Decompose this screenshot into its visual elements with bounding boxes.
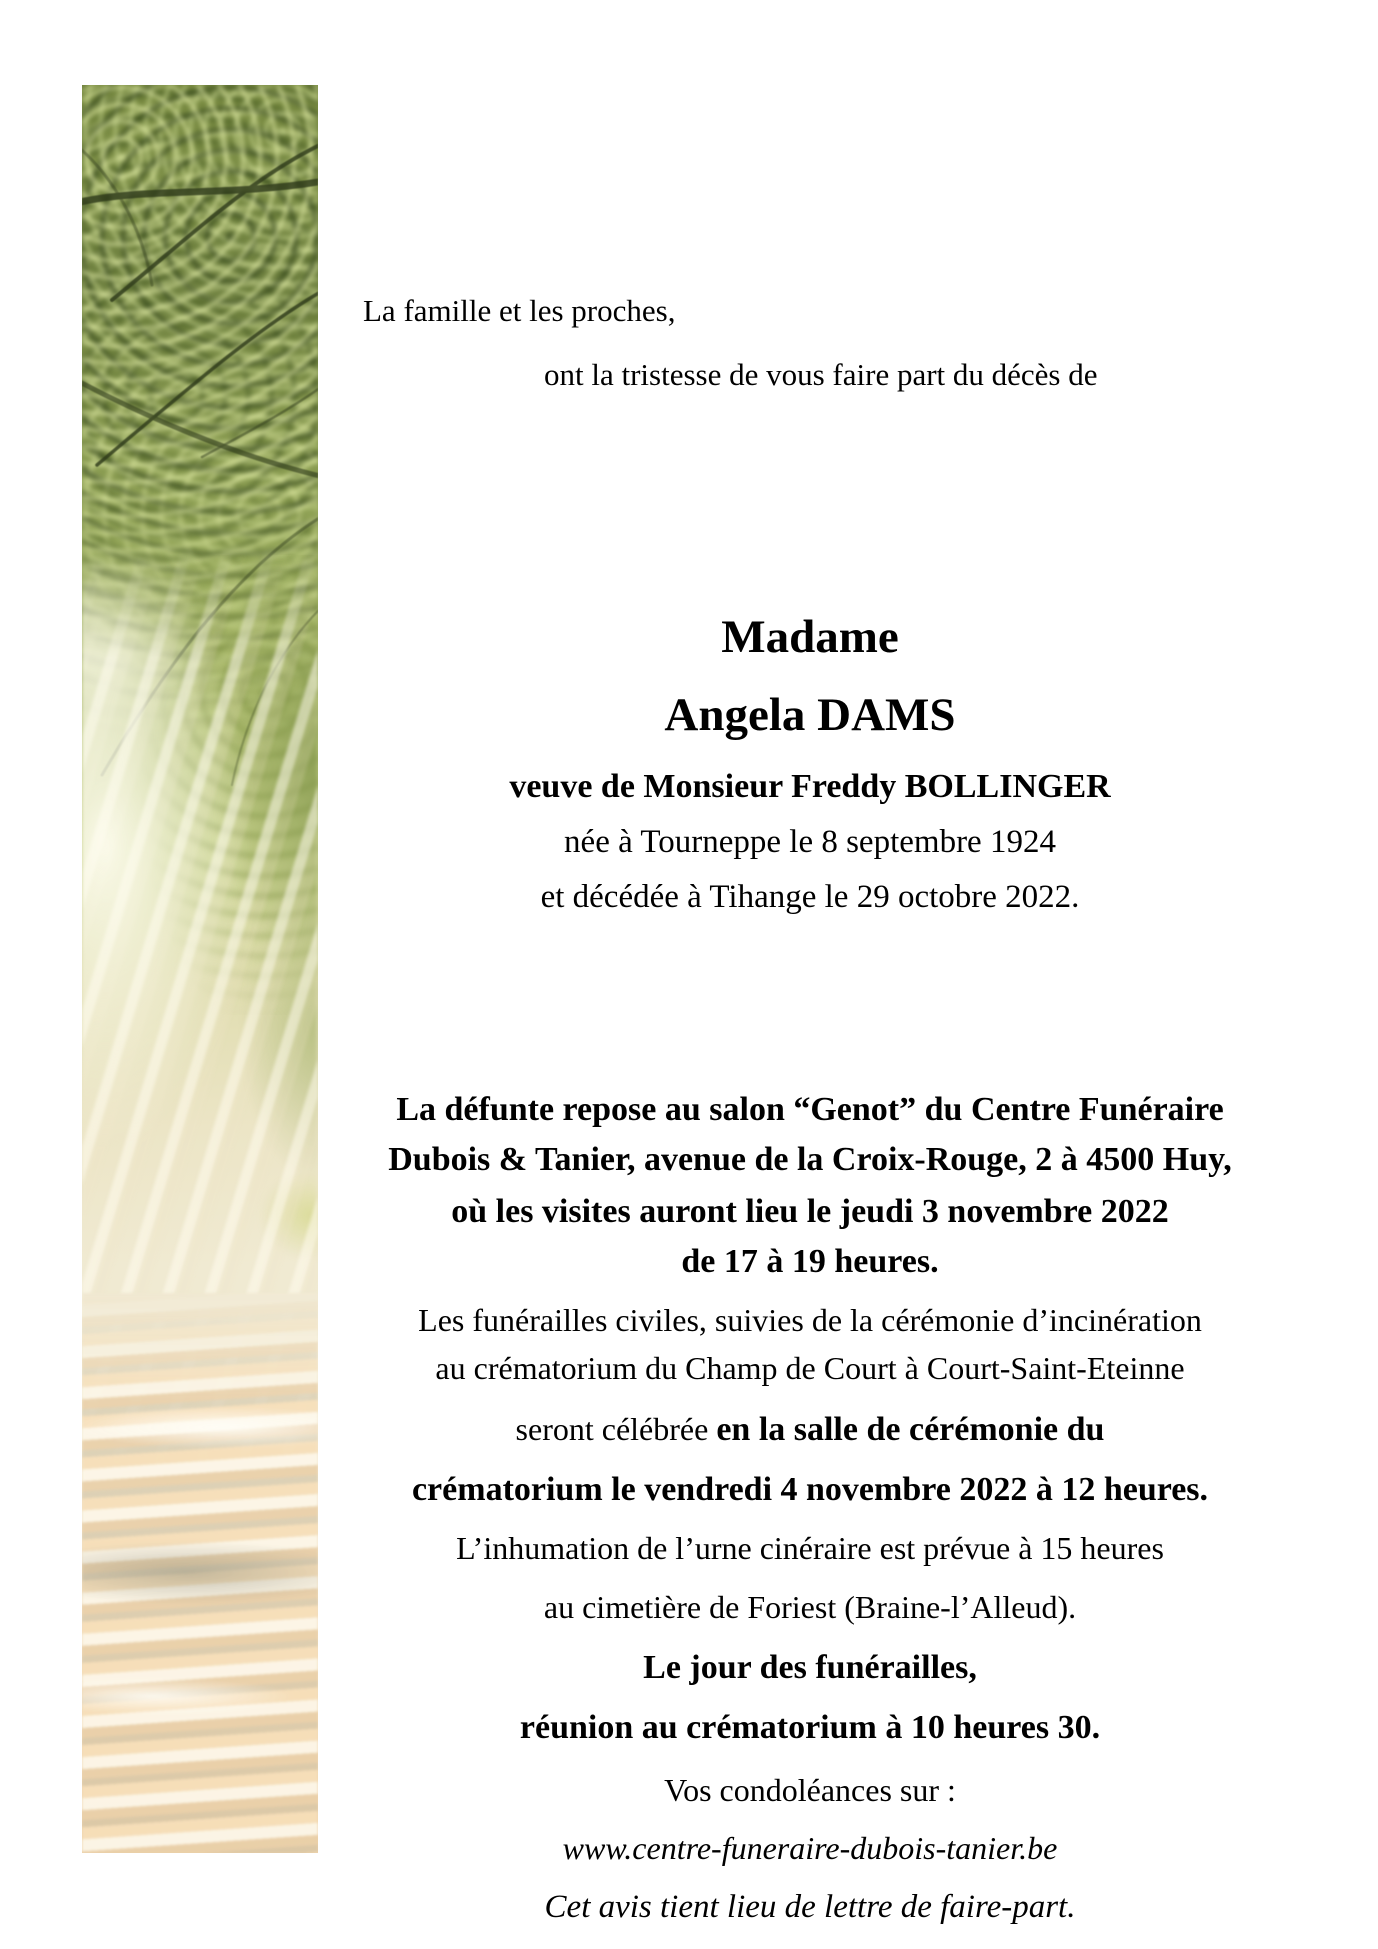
visitation-line-4: de 17 à 19 heures.	[681, 1243, 939, 1280]
announcement-text-column	[330, 0, 1290, 1949]
funeral-line-4: crématorium le vendredi 4 novembre 2022 à 12 heures.	[411, 1471, 1209, 1508]
photo-path-ground	[82, 1293, 318, 1853]
deceased-relation: veuve de Monsieur Freddy BOLLINGER	[509, 768, 1111, 805]
intro-line-1: La famille et les proches,	[363, 293, 676, 328]
meeting-line-1: Le jour des funérailles,	[643, 1649, 977, 1686]
funeral-line-3-regular: seront célébrée	[515, 1411, 717, 1447]
funeral-line-3-bold: en la salle de cérémonie du	[716, 1411, 1105, 1448]
funeral-line-3	[330, 1410, 1290, 1451]
visitation-line-2: Dubois & Tanier, avenue de la Croix-Rouge, 2 à 4500 Huy,	[388, 1141, 1232, 1178]
deceased-title: Madame	[721, 611, 899, 663]
burial-line-2: au cimetière de Foriest (Braine-l’Alleud).	[543, 1589, 1077, 1625]
meeting-line-2: réunion au crématorium à 10 heures 30.	[519, 1709, 1101, 1746]
condolences-website: www.centre-funeraire-dubois-tanier.be	[562, 1830, 1058, 1866]
deceased-birth: née à Tourneppe le 8 septembre 1924	[564, 824, 1056, 860]
deceased-death: et décédée à Tihange le 29 octobre 2022.	[540, 879, 1080, 915]
condolences-label: Vos condoléances sur :	[664, 1772, 956, 1808]
funeral-line-1: Les funérailles civiles, suivies de la cérémonie d’incinération	[418, 1302, 1202, 1338]
deceased-name: Angela DAMS	[664, 689, 956, 741]
burial-line-1: L’inhumation de l’urne cinéraire est prévue à 15 heures	[456, 1530, 1164, 1566]
visitation-line-1: La défunte repose au salon “Genot” du Centre Funéraire	[396, 1091, 1224, 1128]
intro-line-2: ont la tristesse de vous faire part du décès de	[544, 357, 1098, 392]
funeral-line-2: au crématorium du Champ de Court à Court-Saint-Eteinne	[435, 1350, 1185, 1386]
faire-part-notice: Cet avis tient lieu de lettre de faire-part.	[544, 1889, 1076, 1925]
forest-path-photo	[82, 85, 318, 1853]
visitation-line-3: où les visites auront lieu le jeudi 3 novembre 2022	[451, 1193, 1169, 1230]
